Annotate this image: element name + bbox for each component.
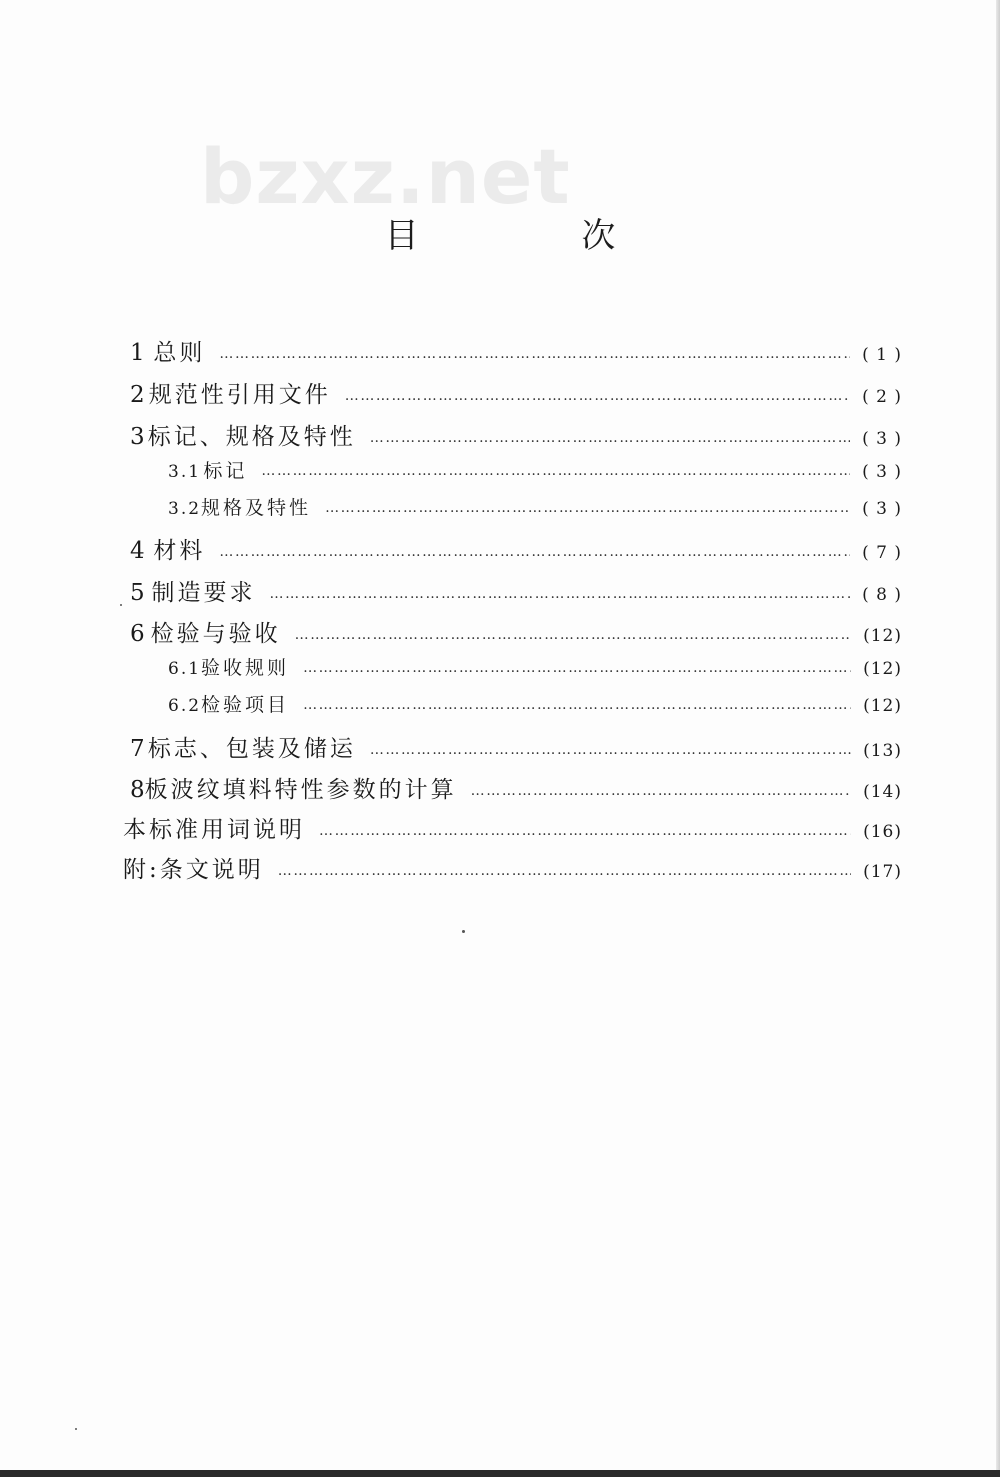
toc-entry-page-number: (16) bbox=[863, 822, 902, 842]
dot-leader bbox=[319, 823, 851, 839]
dot-leader bbox=[370, 430, 850, 446]
toc-entry-label: 检验项目 bbox=[201, 694, 290, 716]
toc-entry-page-number: ( 2 ) bbox=[862, 387, 902, 407]
toc-entry-page-number: (12) bbox=[863, 659, 902, 679]
watermark: bzxz.net bbox=[200, 132, 571, 221]
toc-entry[interactable] bbox=[168, 690, 902, 717]
toc-entry-label: 检验与验收 bbox=[150, 621, 281, 647]
toc-entry-number: 3.2 bbox=[168, 499, 202, 519]
toc-entry-number: 2 bbox=[130, 382, 145, 408]
toc-entry[interactable] bbox=[123, 811, 902, 844]
dot-leader bbox=[219, 346, 850, 362]
toc-entry-label: 总则 bbox=[153, 340, 206, 366]
dot-leader bbox=[303, 660, 851, 676]
toc-entry-number: 8 bbox=[130, 777, 145, 803]
toc-entry-label: 材料 bbox=[153, 538, 206, 564]
toc-entry-number: 4 bbox=[130, 538, 145, 564]
dot-leader bbox=[345, 388, 850, 404]
scan-speck bbox=[75, 1428, 77, 1430]
dot-leader bbox=[295, 627, 851, 643]
toc-entry-label: 验收规则 bbox=[201, 657, 290, 679]
dot-leader bbox=[219, 544, 850, 560]
toc-entry-label: 规格及特性 bbox=[201, 497, 312, 519]
scan-edge-right bbox=[996, 0, 1000, 1477]
scan-speck bbox=[462, 930, 465, 933]
toc-entry-label: 附:条文说明 bbox=[123, 857, 264, 883]
toc-entry[interactable] bbox=[130, 771, 902, 804]
toc-entry[interactable] bbox=[130, 334, 902, 367]
dot-leader bbox=[261, 463, 850, 479]
toc-entry[interactable] bbox=[130, 376, 902, 409]
toc-entry-number: 1 bbox=[130, 340, 145, 366]
dot-leader bbox=[370, 742, 851, 758]
toc-entry-label: 标志、包装及储运 bbox=[147, 736, 356, 762]
toc-entry-number: 7 bbox=[130, 736, 145, 762]
toc-entry-label: 制造要求 bbox=[151, 580, 256, 606]
toc-entry-page-number: (12) bbox=[863, 626, 902, 646]
toc-entry-page-number: (13) bbox=[863, 741, 902, 761]
toc-entry-page-number: (12) bbox=[863, 696, 902, 716]
toc-entry-page-number: ( 3 ) bbox=[862, 499, 902, 519]
toc-entry[interactable] bbox=[168, 456, 902, 483]
scan-edge-bottom bbox=[0, 1470, 1000, 1477]
toc-entry-page-number: ( 8 ) bbox=[862, 585, 902, 605]
toc-entry-page-number: ( 7 ) bbox=[862, 543, 902, 563]
toc-entry-number: 6 bbox=[130, 621, 145, 647]
toc-entry-number: 3 bbox=[130, 424, 145, 450]
toc-entry-page-number: ( 3 ) bbox=[862, 429, 902, 449]
toc-entry-label: 板波纹填料特性参数的计算 bbox=[144, 777, 457, 803]
dot-leader bbox=[270, 586, 851, 602]
toc-entry[interactable] bbox=[130, 532, 902, 565]
toc-entry-page-number: (17) bbox=[863, 862, 902, 882]
dot-leader bbox=[278, 863, 851, 879]
toc-entry-number: 6.1 bbox=[168, 659, 202, 679]
toc-entry-number: 5 bbox=[130, 580, 145, 606]
dot-leader bbox=[325, 500, 850, 516]
toc-entry[interactable] bbox=[130, 730, 902, 763]
toc-entry-number: 6.2 bbox=[168, 696, 202, 716]
page-title: 目 次 bbox=[384, 216, 692, 256]
dot-leader bbox=[303, 697, 851, 713]
toc-entry[interactable] bbox=[130, 615, 902, 648]
toc-entry-page-number: ( 3 ) bbox=[862, 462, 902, 482]
scan-speck bbox=[120, 604, 122, 606]
toc-entry-label: 标记 bbox=[203, 460, 248, 482]
dot-leader bbox=[471, 783, 851, 799]
toc-entry-page-number: ( 1 ) bbox=[862, 345, 902, 365]
toc-entry-label: 规范性引用文件 bbox=[148, 382, 331, 408]
toc-entry-number: 3.1 bbox=[168, 462, 202, 482]
toc-entry[interactable] bbox=[130, 574, 902, 607]
toc-entry-label: 本标准用词说明 bbox=[123, 817, 305, 843]
toc-entry-label: 标记、规格及特性 bbox=[147, 424, 356, 450]
toc-entry[interactable] bbox=[168, 653, 902, 680]
toc-entry[interactable] bbox=[168, 493, 902, 520]
toc-entry[interactable] bbox=[130, 418, 902, 451]
toc-entry-page-number: (14) bbox=[863, 782, 902, 802]
toc-entry[interactable] bbox=[123, 851, 902, 884]
